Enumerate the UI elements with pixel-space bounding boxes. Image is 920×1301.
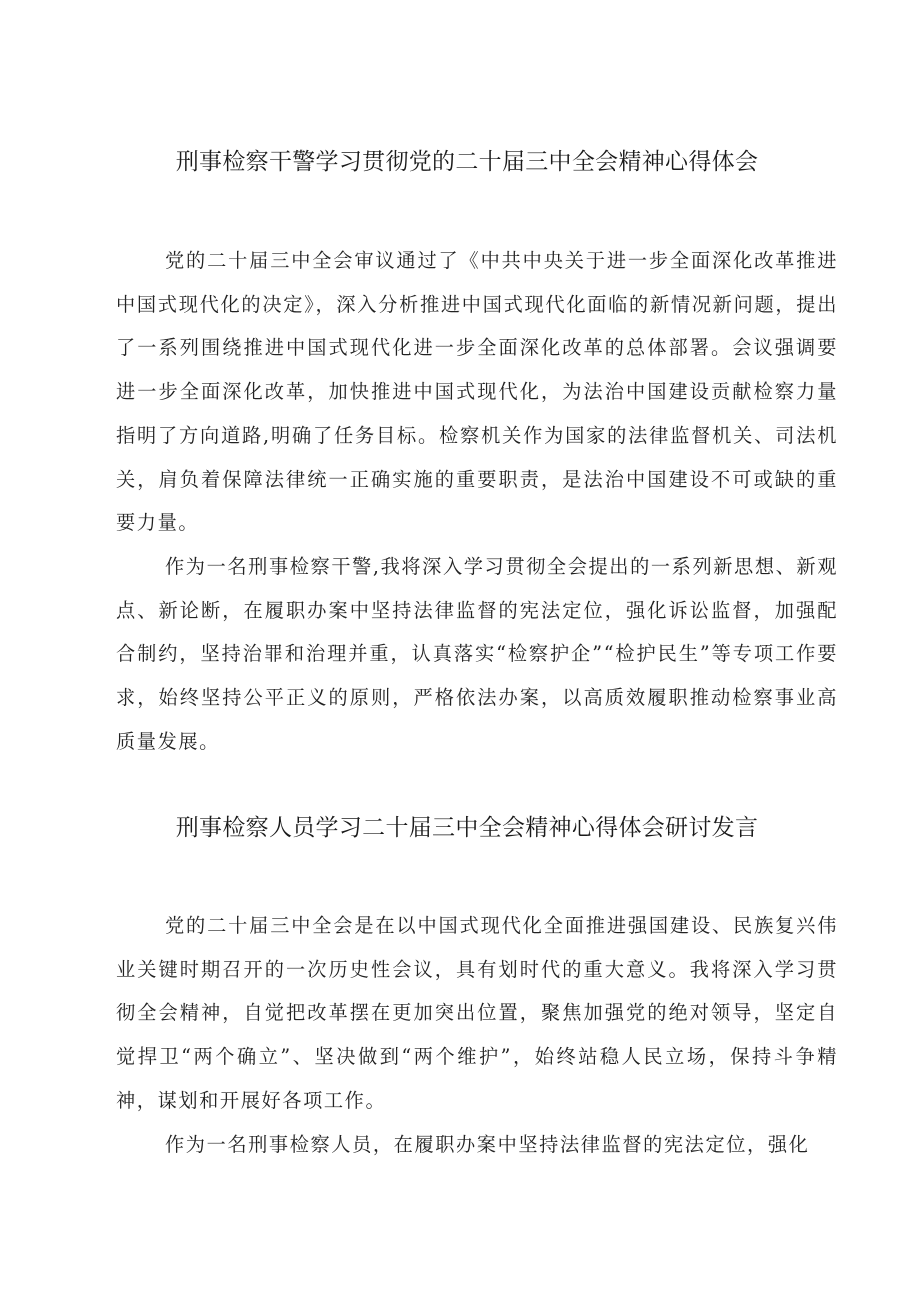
article-body-2 [116, 904, 838, 1166]
article-body-1 [116, 239, 838, 763]
paragraph: 作为一名刑事检察干警,我将深入学习贯彻全会提出的一系列新思想、新观点、新论断，在履职办案中坚持法律监督的宪法定位，强化诉讼监督，加强配合制约，坚持治罪和治理并重，认真落实“检察护企”“检护民生”等专项工作要求，始终坚持公平正义的原则，严格依法办案，以高质效履职推动检察事业高质量发展。 [116, 554, 838, 753]
paragraph: 党的二十届三中全会是在以中国式现代化全面推进强国建设、民族复兴伟业关键时期召开的一次历史性会议，具有划时代的重大意义。我将深入学习贯彻全会精神，自觉把改革摆在更加突出位置，聚焦加强党的绝对领导，坚定自觉捍卫“两个确立”、坚决做到“两个维护”，始终站稳人民立场，保持斗争精神，谋划和开展好各项工作。 [116, 914, 838, 1112]
paragraph: 党的二十届三中全会审议通过了《中共中央关于进一步全面深化改革推进中国式现代化的决定》，深入分析推进中国式现代化面临的新情况新问题，提出了一系列围绕推进中国式现代化进一步全面深化改革的总体部署。会议强调要进一步全面深化改革，加快推进中国式现代化，为法治中国建设贡献检察力量指明了方向道路,明确了任务目标。检察机关作为国家的法律监督机关、司法机关，肩负着保障法律统一正确实施的重要职责，是法治中国建设不可或缺的重要力量。 [116, 249, 838, 535]
article-title-1: 刑事检察干警学习贯彻党的二十届三中全会精神心得体会 [175, 149, 759, 175]
article-section-1 [0, 142, 920, 753]
article-title-2: 刑事检察人员学习二十届三中全会精神心得体会研讨发言 [175, 815, 759, 841]
article-section-2 [0, 808, 920, 1156]
paragraph: 作为一名刑事检察人员，在履职办案中坚持法律监督的宪法定位，强化 [165, 1132, 810, 1156]
